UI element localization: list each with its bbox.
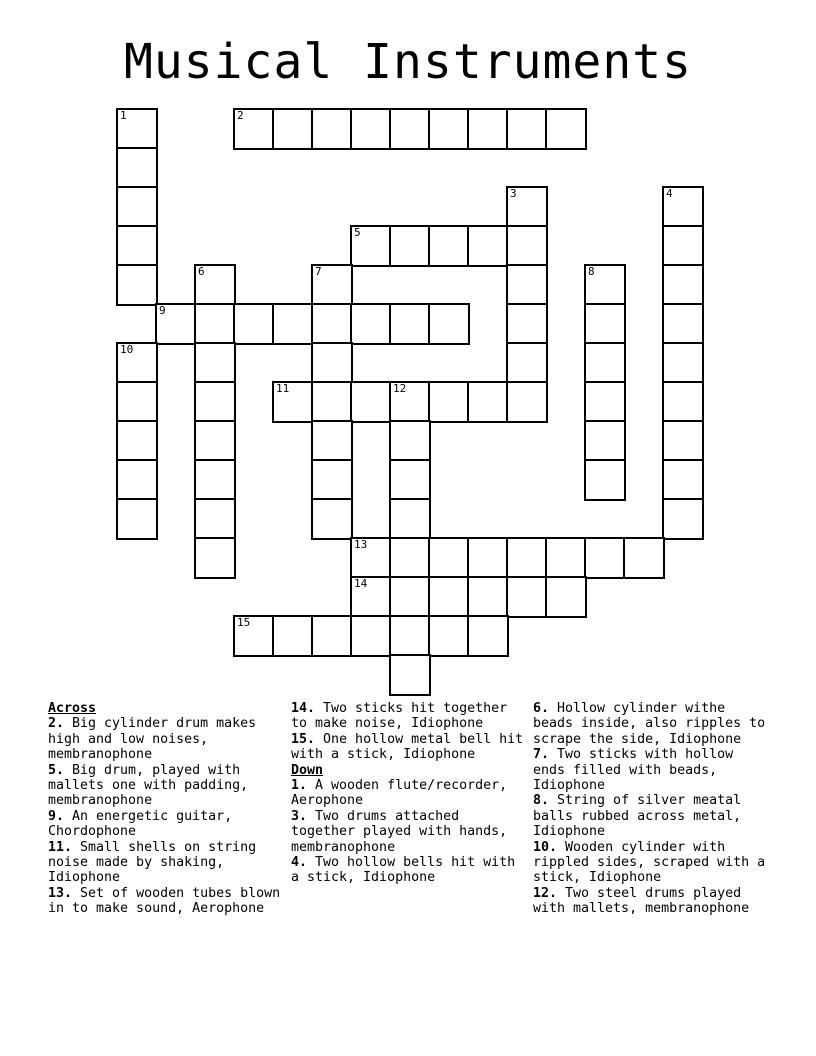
- clue-item-text: Two sticks with hollow ends filled with beads, Idiophone: [533, 747, 734, 794]
- crossword-cell[interactable]: [155, 303, 197, 345]
- clue-item: [48, 716, 288, 762]
- clue-number: 12: [393, 382, 407, 395]
- clue-item: [533, 840, 773, 886]
- clue-item-text: Big cylinder drum makes high and low noises, membranophone: [48, 716, 257, 763]
- crossword-cell[interactable]: [311, 459, 353, 501]
- crossword-cell[interactable]: [233, 615, 275, 657]
- crossword-cell[interactable]: [116, 147, 158, 189]
- crossword-cell[interactable]: [584, 381, 626, 423]
- clue-item-number: 10.: [533, 839, 558, 855]
- crossword-cell[interactable]: [662, 225, 704, 267]
- crossword-cell[interactable]: [428, 615, 470, 657]
- crossword-cell[interactable]: [584, 303, 626, 345]
- clue-item-text: Set of wooden tubes blown in to make sound, Aerophone: [48, 885, 281, 917]
- clue-number: 3: [510, 187, 517, 200]
- crossword-cell[interactable]: [467, 381, 509, 423]
- crossword-cell[interactable]: [194, 381, 236, 423]
- crossword-cell[interactable]: [116, 420, 158, 462]
- clue-number: 5: [354, 226, 361, 239]
- crossword-cell[interactable]: [194, 537, 236, 579]
- crossword-cell[interactable]: [311, 420, 353, 462]
- clue-item-number: 4.: [291, 855, 308, 871]
- crossword-cell[interactable]: [662, 498, 704, 540]
- clue-item: [291, 855, 531, 886]
- crossword-cell[interactable]: [545, 576, 587, 618]
- clue-item-text: Two sticks hit together to make noise, Idiophone: [291, 701, 508, 732]
- crossword-cell[interactable]: [272, 108, 314, 150]
- crossword-cell[interactable]: [311, 381, 353, 423]
- crossword-cell[interactable]: [194, 303, 236, 345]
- page-title: Musical Instruments: [123, 34, 693, 90]
- clue-item-text: Small shells on string noise made by shaking, Idiophone: [48, 839, 257, 886]
- clue-item-number: 5.: [48, 762, 65, 778]
- crossword-cell[interactable]: [311, 342, 353, 384]
- clue-item: [533, 793, 773, 839]
- crossword-cell[interactable]: [584, 342, 626, 384]
- crossword-cell[interactable]: [350, 576, 392, 618]
- crossword-cell[interactable]: [116, 381, 158, 423]
- crossword-cell[interactable]: [389, 615, 431, 657]
- crossword-cell[interactable]: [389, 420, 431, 462]
- crossword-cell[interactable]: [428, 225, 470, 267]
- clue-item: [291, 732, 531, 763]
- clue-item: [48, 886, 288, 917]
- crossword-cell[interactable]: [389, 459, 431, 501]
- crossword-cell[interactable]: [116, 186, 158, 228]
- clue-item-text: Two steel drums played with mallets, membranophone: [533, 885, 750, 917]
- clue-item: [48, 840, 288, 886]
- clue-item-number: 9.: [48, 808, 65, 824]
- crossword-cell[interactable]: [116, 498, 158, 540]
- crossword-cell[interactable]: [428, 537, 470, 579]
- clue-item-text: An energetic guitar, Chordophone: [48, 808, 233, 840]
- clue-number: 4: [666, 187, 673, 200]
- crossword-cell[interactable]: [350, 537, 392, 579]
- crossword-cell[interactable]: [389, 576, 431, 618]
- clue-item: [48, 809, 288, 840]
- clue-number: 14: [354, 577, 368, 590]
- crossword-cell[interactable]: [116, 225, 158, 267]
- clue-item-text: Wooden cylinder with rippled sides, scraped with a stick, Idiophone: [533, 839, 766, 886]
- clue-item-text: Two drums attached together played with hands, membranophone: [291, 808, 508, 855]
- clue-number: 8: [588, 265, 595, 278]
- crossword-cell[interactable]: [584, 459, 626, 501]
- crossword-cell[interactable]: [662, 264, 704, 306]
- crossword-cell[interactable]: [545, 537, 587, 579]
- clue-item-text: Big drum, played with mallets one with padding, membranophone: [48, 762, 249, 809]
- clue-item: [291, 778, 531, 809]
- crossword-cell[interactable]: [662, 420, 704, 462]
- crossword-cell[interactable]: [389, 498, 431, 540]
- crossword-cell[interactable]: [428, 303, 470, 345]
- crossword-cell[interactable]: [662, 186, 704, 228]
- crossword-cell[interactable]: [194, 498, 236, 540]
- crossword-cell[interactable]: [506, 108, 548, 150]
- clue-number: 2: [237, 109, 244, 122]
- clue-number: 10: [120, 343, 134, 356]
- crossword-cell[interactable]: [467, 576, 509, 618]
- crossword-cell[interactable]: [662, 459, 704, 501]
- crossword-cell[interactable]: [584, 420, 626, 462]
- clue-item-text: One hollow metal bell hit with a stick, Idiophone: [291, 731, 524, 763]
- clue-item-text: A wooden flute/recorder, Aerophone: [291, 778, 508, 809]
- crossword-cell[interactable]: [116, 459, 158, 501]
- crossword-cell[interactable]: [311, 303, 353, 345]
- crossword-cell[interactable]: [350, 615, 392, 657]
- crossword-cell[interactable]: [233, 108, 275, 150]
- clue-item-number: 7.: [533, 747, 550, 763]
- clue-number: 1: [120, 109, 127, 122]
- clue-item: [533, 701, 773, 747]
- clue-item: [48, 763, 288, 809]
- clue-item: [291, 809, 531, 855]
- crossword-cell[interactable]: [311, 615, 353, 657]
- crossword-cell[interactable]: [389, 108, 431, 150]
- clue-section-header: Down: [291, 762, 324, 778]
- crossword-cell[interactable]: [662, 303, 704, 345]
- clues-column-1: [48, 701, 288, 917]
- clue-number: 9: [159, 304, 166, 317]
- crossword-cell[interactable]: [311, 498, 353, 540]
- crossword-cell[interactable]: [194, 264, 236, 306]
- crossword-cell[interactable]: [545, 108, 587, 150]
- clue-item-number: 13.: [48, 885, 73, 901]
- clues-column-3: [533, 701, 773, 917]
- crossword-cell[interactable]: [389, 537, 431, 579]
- clue-item-number: 15.: [291, 731, 316, 747]
- crossword-cell[interactable]: [467, 108, 509, 150]
- crossword-cell[interactable]: [233, 303, 275, 345]
- clue-item-number: 6.: [533, 701, 550, 716]
- clues-column-2: [291, 701, 531, 886]
- crossword-cell[interactable]: [506, 537, 548, 579]
- clue-section-header: Across: [48, 701, 97, 716]
- crossword-cell[interactable]: [116, 342, 158, 384]
- clue-item-text: Hollow cylinder withe beads inside, also ripples to scrape the side, Idiophone: [533, 701, 766, 747]
- clue-number: 6: [198, 265, 205, 278]
- crossword-cell[interactable]: [584, 537, 626, 579]
- clue-item-number: 2.: [48, 716, 65, 732]
- crossword-cell[interactable]: [350, 381, 392, 423]
- crossword-cell[interactable]: [350, 225, 392, 267]
- crossword-cell[interactable]: [467, 225, 509, 267]
- crossword-cell[interactable]: [467, 615, 509, 657]
- crossword-cell[interactable]: [428, 381, 470, 423]
- crossword-cell[interactable]: [272, 615, 314, 657]
- crossword-cell[interactable]: [350, 108, 392, 150]
- crossword-cell[interactable]: [272, 303, 314, 345]
- crossword-cell[interactable]: [389, 654, 431, 696]
- clue-item-number: 12.: [533, 885, 558, 901]
- crossword-cell[interactable]: [506, 381, 548, 423]
- crossword-cell[interactable]: [428, 108, 470, 150]
- clue-item-number: 8.: [533, 793, 550, 809]
- crossword-cell[interactable]: [506, 303, 548, 345]
- clue-item: [291, 701, 531, 732]
- crossword-cell[interactable]: [272, 381, 314, 423]
- crossword-cell[interactable]: [506, 186, 548, 228]
- clue-number: 15: [237, 616, 251, 629]
- crossword-cell[interactable]: [389, 303, 431, 345]
- crossword-cell[interactable]: [662, 342, 704, 384]
- crossword-cell[interactable]: [194, 420, 236, 462]
- clue-item-text: Two hollow bells hit with a stick, Idiophone: [291, 855, 516, 886]
- crossword-cell[interactable]: [506, 342, 548, 384]
- clue-item-text: String of silver meatal balls rubbed across metal, Idiophone: [533, 793, 742, 840]
- crossword-cell[interactable]: [428, 576, 470, 618]
- clue-number: 11: [276, 382, 290, 395]
- crossword-cell[interactable]: [506, 225, 548, 267]
- clue-number: 7: [315, 265, 322, 278]
- crossword-cell[interactable]: [662, 381, 704, 423]
- crossword-cell[interactable]: [194, 459, 236, 501]
- crossword-cell[interactable]: [389, 381, 431, 423]
- crossword-cell[interactable]: [506, 264, 548, 306]
- crossword-cell[interactable]: [350, 303, 392, 345]
- clue-number: 13: [354, 538, 368, 551]
- crossword-cell[interactable]: [311, 108, 353, 150]
- crossword-cell[interactable]: [623, 537, 665, 579]
- crossword-cell[interactable]: [311, 264, 353, 306]
- crossword-cell[interactable]: [506, 576, 548, 618]
- crossword-cell[interactable]: [194, 342, 236, 384]
- clue-item-number: 1.: [291, 778, 308, 794]
- clue-item-number: 11.: [48, 839, 73, 855]
- crossword-cell[interactable]: [389, 225, 431, 267]
- clue-item-number: 3.: [291, 808, 308, 824]
- crossword-cell[interactable]: [116, 108, 158, 150]
- clue-item-number: 14.: [291, 701, 316, 716]
- clue-item: [533, 886, 773, 917]
- crossword-cell[interactable]: [584, 264, 626, 306]
- clue-item: [533, 747, 773, 793]
- crossword-cell[interactable]: [467, 537, 509, 579]
- crossword-cell[interactable]: [116, 264, 158, 306]
